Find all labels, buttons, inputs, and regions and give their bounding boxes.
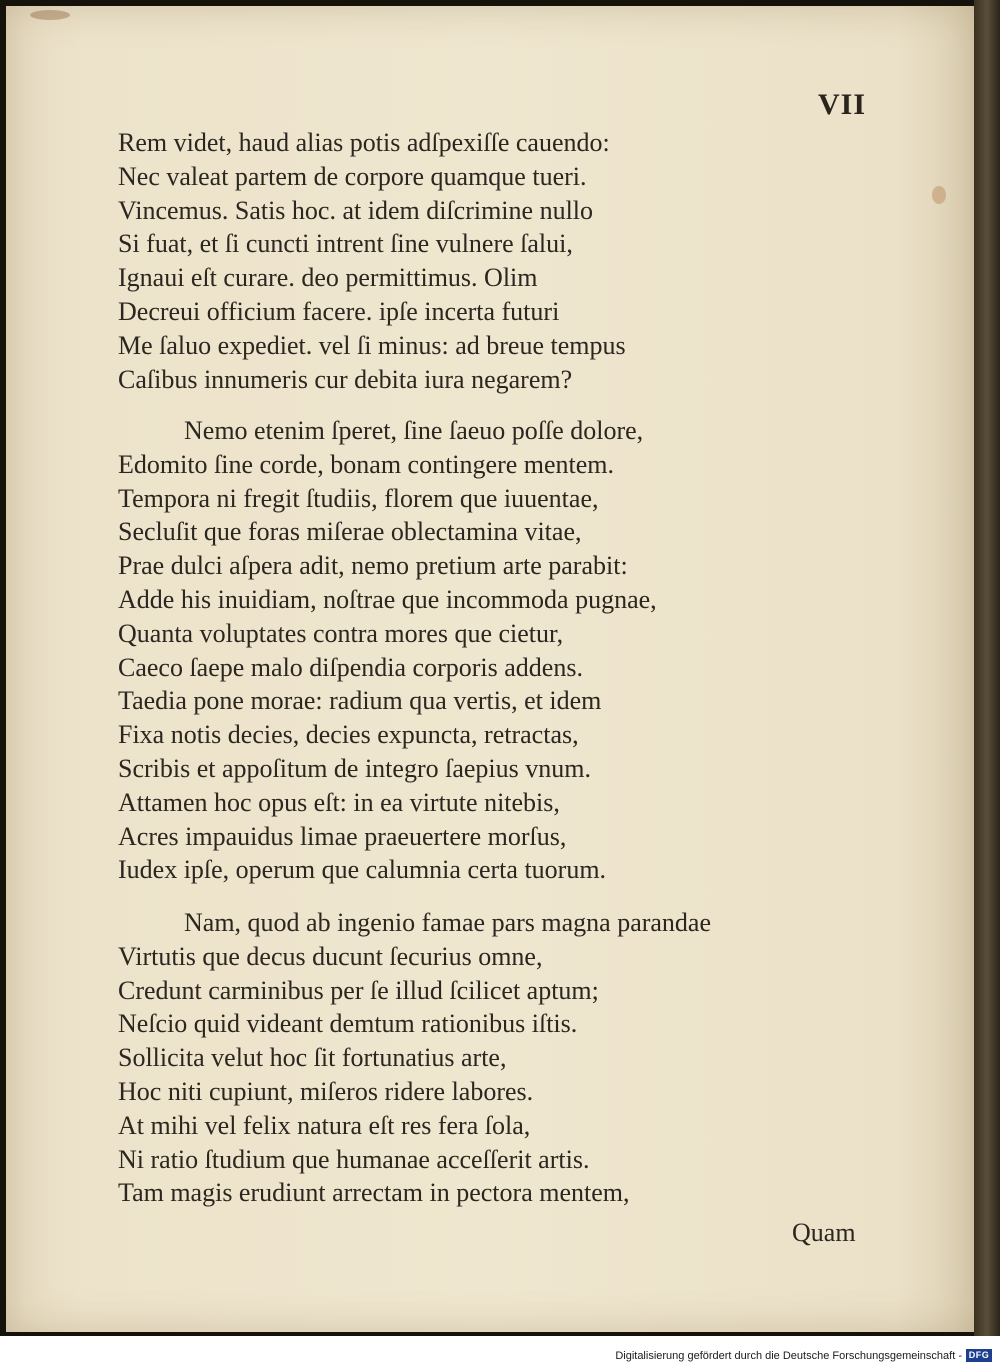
verse-line: Quanta voluptates contra mores que cietur, [118,618,564,648]
verse-line: Attamen hoc opus eſt: in ea virtute nitebis, [118,787,560,817]
verse-line: Rem videt, haud alias potis adſpexiſſe cauendo: [118,128,610,157]
footer-credit: Digitalisierung gefördert durch die Deutsche Forschungsgemeinschaft - [615,1350,962,1362]
verse-line: Nec valeat partem de corpore quamque tueri. [118,161,587,191]
verse-stanza-1 [118,126,838,396]
verse-line: Tempora ni fregit ſtudiis, florem que iuuentae, [118,483,599,513]
verse-line: Adde his inuidiam, noſtrae que incommoda pugnae, [118,584,657,614]
verse-line: Taedia pone morae: radium qua vertis, et idem [118,686,602,716]
page-number: VII [818,88,867,121]
verse-line: Nam, quod ab ingenio famae pars magna parandae [184,908,712,937]
page-edge [974,0,1000,1336]
paper-stain [30,10,70,20]
verse-line: Scribis et appoſitum de integro ſaepius vnum. [118,753,591,783]
verse-line: Hoc niti cupiunt, miſeros ridere labores. [118,1076,534,1106]
verse-line: Prae dulci aſpera adit, nemo pretium arte parabit: [118,551,628,581]
verse-line: At mihi vel felix natura eſt res fera ſola, [118,1110,531,1140]
verse-stanza-3 [118,906,838,1210]
paper-stain [932,186,946,204]
verse-stanza-2 [118,414,838,887]
verse-line: Vincemus. Satis hoc. at idem diſcrimine nullo [118,195,594,225]
verse-line: Secluſit que foras miſerae oblectamina vitae, [118,517,582,547]
verse-line: Virtutis que decus ducunt ſecurius omne, [118,941,543,971]
verse-line: Caeco ſaepe malo diſpendia corporis addens. [118,652,583,682]
verse-line: Fixa notis decies, decies expuncta, retractas, [118,720,579,750]
verse-line: Iudex ipſe, operum que calumnia certa tuorum. [118,855,607,885]
verse-line: Ni ratio ſtudium que humanae acceſſerit artis. [118,1144,590,1174]
verse-line: Acres impauidus limae praeuertere morſus, [118,821,567,851]
verse-line: Credunt carminibus per ſe illud ſcilicet aptum; [118,975,599,1005]
verse-line: Sollicita velut hoc ſit fortunatius arte, [118,1043,507,1073]
verse-line: Caſibus innumeris cur debita iura negarem? [118,364,573,394]
verse-line: Decreui officium facere. ipſe incerta futuri [118,296,560,326]
verse-line: Me ſaluo expediet. vel ſi minus: ad breue tempus [118,330,626,360]
verse-line: Edomito ſine corde, bonam contingere mentem. [118,449,615,479]
dfg-logo-icon: DFG [966,1349,992,1362]
verse-line: Ignaui eſt curare. deo permittimus. Olim [118,263,538,293]
verse-line: Neſcio quid videant demtum rationibus iſtis. [118,1009,578,1039]
verse-line: Nemo etenim ſperet, ſine ſaeuo poſſe dolore, [184,416,644,445]
catchword: Quam [792,1218,856,1247]
verse-line: Si fuat, et ſi cuncti intrent ſine vulnere ſalui, [118,229,573,259]
verse-line: Tam magis erudiunt arrectam in pectora mentem, [118,1178,630,1208]
